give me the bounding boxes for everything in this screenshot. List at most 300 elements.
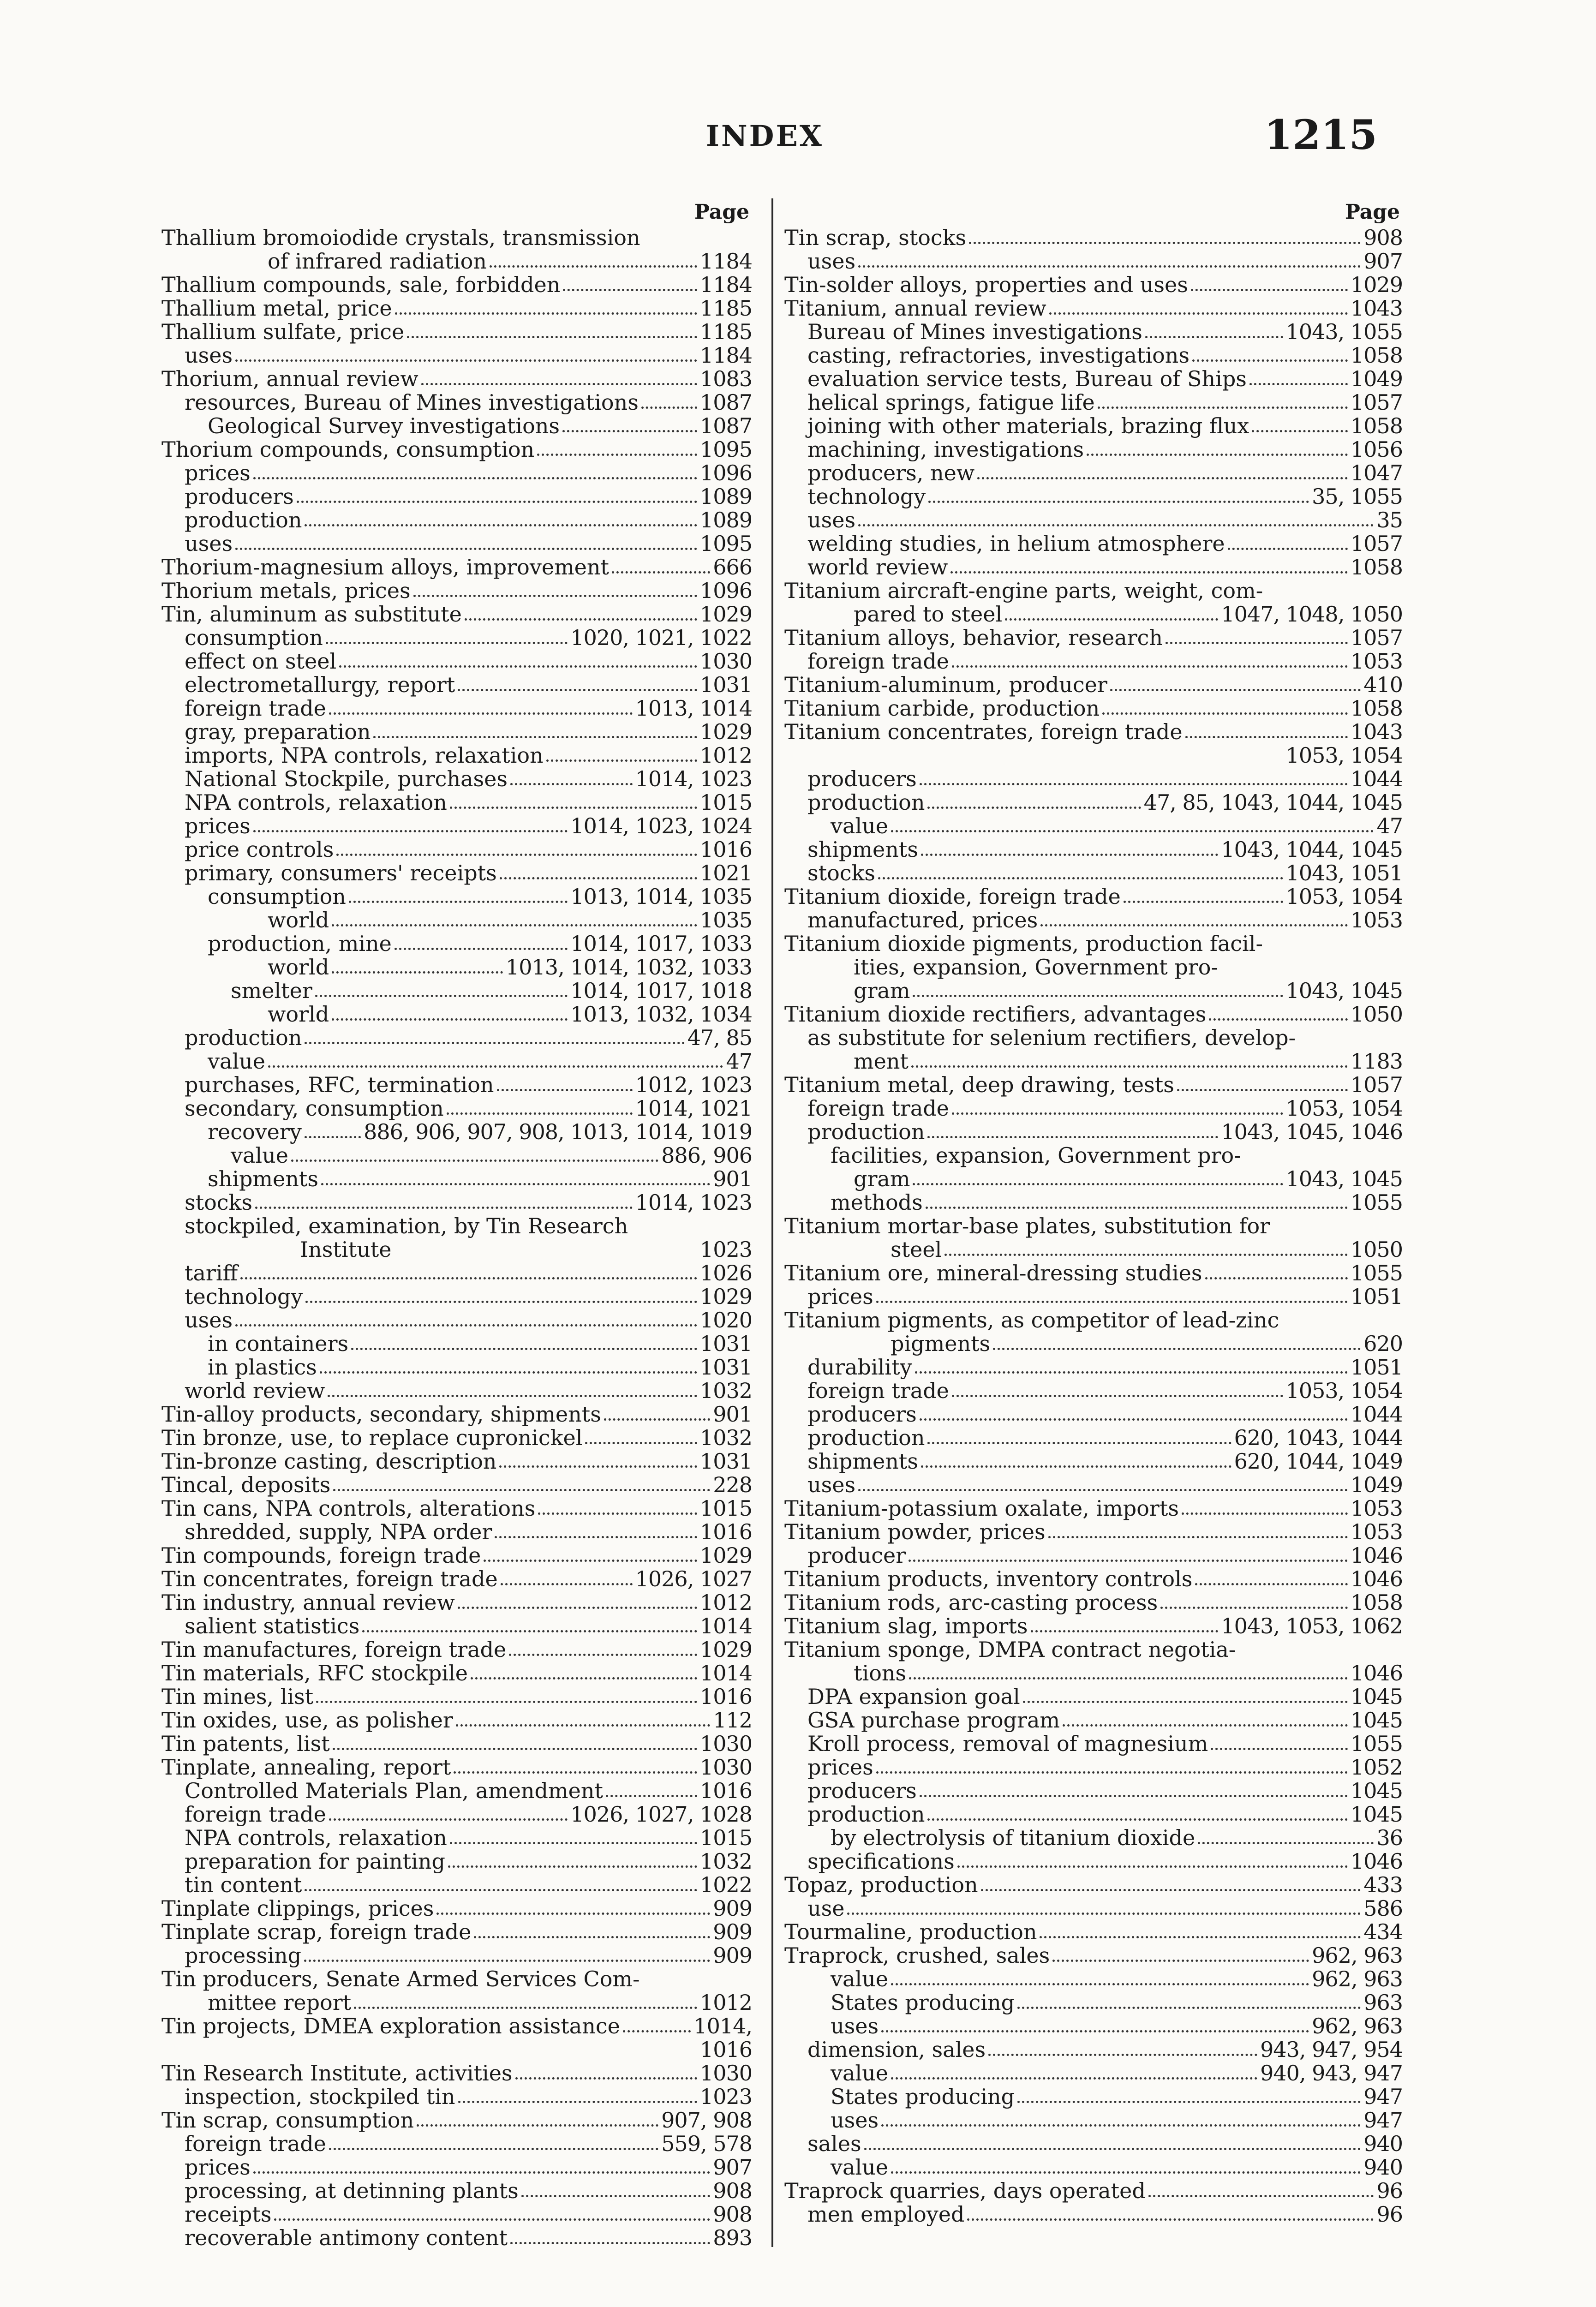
index-column-right — [784, 198, 1403, 2226]
entry-term: Thallium compounds, sale, forbidden — [161, 273, 561, 297]
entry-pages: 1022 — [699, 1873, 752, 1897]
dot-leader — [395, 307, 697, 315]
dot-leader — [921, 1460, 1231, 1468]
entry-pages: 1046 — [1350, 1662, 1403, 1685]
entry-term: value — [231, 1144, 288, 1167]
entry-term: stocks — [807, 861, 876, 885]
entry-pages: 666 — [713, 556, 752, 579]
dot-leader — [920, 777, 1348, 785]
index-entry — [784, 767, 1403, 791]
index-entry — [161, 2038, 752, 2062]
index-entry — [161, 767, 752, 791]
dot-leader — [913, 989, 1283, 997]
entry-pages: 962, 963 — [1312, 2014, 1403, 2038]
index-entry — [784, 1614, 1403, 1638]
entry-pages: 1046 — [1350, 1850, 1403, 1873]
index-entry — [161, 956, 752, 979]
dot-leader — [509, 1648, 697, 1656]
entry-term: Thorium metals, prices — [161, 579, 411, 603]
dot-leader — [501, 1578, 633, 1585]
index-entry — [161, 1050, 752, 1073]
index-entry — [161, 508, 752, 532]
dot-leader — [373, 730, 697, 738]
index-entry — [161, 1991, 752, 2014]
index-entry — [784, 1544, 1403, 1567]
index-entry — [161, 1167, 752, 1191]
index-entry — [784, 414, 1403, 438]
index-column-left — [161, 198, 752, 2250]
dot-leader — [909, 1554, 1348, 1562]
entry-pages: 1016 — [699, 2038, 752, 2062]
index-entry — [784, 1097, 1403, 1120]
dot-leader — [328, 1389, 697, 1397]
dot-leader — [454, 1766, 697, 1774]
index-entry — [161, 1214, 752, 1238]
entry-term: world — [268, 1003, 329, 1026]
running-title: INDEX — [706, 119, 824, 153]
entry-term: Tin industry, annual review — [161, 1591, 455, 1614]
entry-term: world — [268, 908, 329, 932]
dot-leader — [563, 283, 697, 291]
dot-leader — [448, 1860, 697, 1868]
index-entry — [784, 2109, 1403, 2132]
index-entry — [784, 438, 1403, 461]
entry-term: Tin patents, list — [161, 1732, 330, 1756]
entry-pages: 112 — [713, 1709, 752, 1732]
entry-term: Institute — [300, 1238, 392, 1261]
entry-term: world review — [185, 1379, 325, 1403]
dot-leader — [1228, 542, 1348, 550]
index-entry — [784, 697, 1403, 720]
index-entry — [784, 532, 1403, 556]
index-entry — [784, 1732, 1403, 1756]
entry-pages: 909 — [713, 1897, 752, 1920]
entry-pages: 1012 — [699, 744, 752, 767]
index-entry — [161, 1709, 752, 1732]
dot-leader — [920, 1413, 1348, 1421]
index-entry — [784, 1238, 1403, 1261]
dot-leader — [297, 495, 697, 503]
dot-leader — [537, 448, 697, 456]
dot-leader — [913, 1177, 1283, 1185]
dot-leader — [349, 895, 568, 903]
entry-term: preparation for painting — [185, 1850, 445, 1873]
entry-term: Titanium pigments, as competitor of lead-zinc — [784, 1309, 1279, 1332]
entry-term: Topaz, production — [784, 1873, 978, 1897]
dot-leader — [1052, 1954, 1309, 1962]
entry-term: foreign trade — [807, 650, 949, 673]
dot-leader — [891, 1978, 1309, 1985]
entry-pages: 1026, 1027 — [635, 1567, 752, 1591]
index-entry — [784, 485, 1403, 508]
entry-pages: 1030 — [699, 1756, 752, 1779]
entry-term: Controlled Materials Plan, amendment — [185, 1779, 603, 1803]
index-entry — [161, 1873, 752, 1897]
index-entry — [784, 1803, 1403, 1826]
entry-term: uses — [807, 508, 856, 532]
entry-pages: 1030 — [699, 1732, 752, 1756]
dot-leader — [329, 2142, 658, 2150]
dot-leader — [1249, 377, 1348, 385]
entry-term: Tin mines, list — [161, 1685, 314, 1709]
entry-term: Titanium concentrates, foreign trade — [784, 720, 1183, 744]
entry-term: effect on steel — [185, 650, 337, 673]
entry-term: Tin scrap, stocks — [784, 226, 967, 250]
dot-leader — [1195, 1578, 1348, 1585]
entry-pages: 1014 — [699, 1614, 752, 1638]
dot-leader — [304, 1954, 710, 1962]
entry-pages: 1015 — [699, 791, 752, 814]
entry-pages: 886, 906, 907, 908, 1013, 1014, 1019 — [364, 1120, 752, 1144]
entry-term: production — [807, 791, 925, 814]
index-entry — [784, 1497, 1403, 1520]
page-column-label: Page — [1345, 200, 1400, 224]
page-header — [0, 0, 1596, 185]
index-entry — [784, 1638, 1403, 1662]
entry-term: Tin-bronze casting, description — [161, 1450, 497, 1473]
entry-term: men employed — [807, 2203, 965, 2226]
entry-pages: 1013, 1032, 1034 — [570, 1003, 752, 1026]
index-entry — [784, 626, 1403, 650]
entry-term: facilities, expansion, Government pro- — [831, 1144, 1241, 1167]
entry-term: Titanium metal, deep drawing, tests — [784, 1073, 1174, 1097]
dot-leader — [235, 542, 697, 550]
entry-pages: 1029 — [699, 1285, 752, 1309]
dot-leader — [332, 919, 697, 926]
dot-leader — [490, 260, 697, 268]
index-entry — [161, 391, 752, 414]
entry-pages: 1045 — [1350, 1803, 1403, 1826]
entry-term: gram — [854, 979, 910, 1003]
index-entry — [784, 1309, 1403, 1332]
index-entry — [161, 1191, 752, 1214]
entry-pages: 1053 — [1350, 1520, 1403, 1544]
index-entry — [784, 1591, 1403, 1614]
entry-term: manufactured, prices — [807, 908, 1038, 932]
dot-leader — [458, 2095, 697, 2103]
index-entry — [161, 1685, 752, 1709]
index-entry — [161, 1473, 752, 1497]
dot-leader — [538, 1507, 697, 1515]
index-entry — [161, 579, 752, 603]
entry-term: consumption — [208, 885, 346, 908]
entry-pages: 1053 — [1350, 650, 1403, 673]
entry-term: Tin, aluminum as substitute — [161, 603, 462, 626]
dot-leader — [305, 1295, 697, 1303]
index-entry — [161, 344, 752, 367]
entry-pages: 1014, 1023, 1024 — [570, 814, 752, 838]
dot-leader — [362, 1625, 697, 1632]
entry-term: receipts — [185, 2203, 272, 2226]
dot-leader — [1040, 919, 1348, 926]
entry-pages: 410 — [1363, 673, 1403, 697]
entry-pages: 962, 963 — [1312, 1944, 1403, 1967]
dot-leader — [329, 1813, 568, 1821]
dot-leader — [921, 848, 1218, 856]
dot-leader — [336, 848, 697, 856]
dot-leader — [253, 825, 568, 832]
dot-leader — [878, 872, 1283, 879]
dot-leader — [1023, 1695, 1348, 1703]
page-number: 1215 — [1264, 111, 1377, 159]
entry-term: producers, new — [807, 461, 975, 485]
entry-term: smelter — [231, 979, 312, 1003]
entry-pages: 1015 — [699, 1497, 752, 1520]
entry-pages: 1046 — [1350, 1567, 1403, 1591]
entry-term: use — [807, 1897, 845, 1920]
entry-term: prices — [185, 461, 251, 485]
entry-pages: 1043 — [1350, 297, 1403, 320]
dot-leader — [333, 1742, 697, 1750]
entry-pages: 1023 — [699, 1238, 752, 1261]
dot-leader — [510, 2236, 710, 2244]
index-entry — [161, 885, 752, 908]
entry-pages: 1057 — [1350, 532, 1403, 556]
index-entry — [784, 2038, 1403, 2062]
entry-term: Tin manufactures, foreign trade — [161, 1638, 507, 1662]
dot-leader — [1191, 283, 1348, 291]
dot-leader — [321, 1177, 710, 1185]
entry-pages: 1045 — [1350, 1709, 1403, 1732]
dot-leader — [436, 1907, 710, 1915]
entry-pages: 1014, 1021 — [635, 1097, 752, 1120]
entry-term: Titanium powder, prices — [784, 1520, 1046, 1544]
entry-pages: 1043 — [1350, 720, 1403, 744]
index-entry — [784, 461, 1403, 485]
entry-term: machining, investigations — [807, 438, 1084, 461]
index-entry — [161, 1591, 752, 1614]
index-entry — [784, 1003, 1403, 1026]
entry-pages: 620, 1043, 1044 — [1234, 1426, 1403, 1450]
index-entry — [161, 320, 752, 344]
dot-leader — [450, 801, 697, 809]
index-entry — [161, 2109, 752, 2132]
index-entry — [161, 1850, 752, 1873]
dot-leader — [585, 1436, 697, 1444]
dot-leader — [1098, 401, 1348, 409]
entry-term: Thallium bromoiodide crystals, transmission — [161, 226, 640, 250]
entry-pages: 909 — [713, 1944, 752, 1967]
index-entry — [784, 344, 1403, 367]
entry-pages: 96 — [1376, 2179, 1403, 2203]
entry-pages: 1089 — [699, 485, 752, 508]
index-entry — [784, 1073, 1403, 1097]
dot-leader — [981, 1883, 1361, 1891]
entry-term: welding studies, in helium atmosphere — [807, 532, 1225, 556]
entry-pages: 1020 — [699, 1309, 752, 1332]
entry-pages: 1045 — [1350, 1779, 1403, 1803]
dot-leader — [339, 660, 697, 668]
entry-term: primary, consumers' receipts — [185, 861, 497, 885]
dot-leader — [305, 1036, 684, 1044]
entry-pages: 1050 — [1350, 1238, 1403, 1261]
dot-leader — [606, 1789, 697, 1797]
dot-leader — [944, 1248, 1348, 1256]
dot-leader — [1040, 1930, 1361, 1938]
dot-leader — [1205, 1272, 1348, 1279]
entry-term: Titanium alloys, behavior, research — [784, 626, 1163, 650]
dot-leader — [1209, 1013, 1348, 1021]
entry-pages: 1053, 1054 — [1285, 744, 1403, 767]
index-entry — [784, 1332, 1403, 1356]
entry-term: Tin Research Institute, activities — [161, 2062, 513, 2085]
entry-term: Titanium aircraft-engine parts, weight, com- — [784, 579, 1263, 603]
dot-leader — [235, 354, 697, 362]
entry-term: imports, NPA controls, relaxation — [185, 744, 544, 767]
dot-leader — [333, 1483, 710, 1491]
index-entry — [784, 885, 1403, 908]
entry-term: ities, expansion, Government pro- — [854, 956, 1219, 979]
entry-term: in containers — [208, 1332, 349, 1356]
dot-leader — [876, 1295, 1348, 1303]
index-entry — [161, 414, 752, 438]
index-entry — [161, 1497, 752, 1520]
index-entry — [784, 320, 1403, 344]
dot-leader — [291, 1154, 658, 1162]
entry-pages: 1014, 1017, 1033 — [570, 932, 752, 956]
entry-term: Tin oxides, use, as polisher — [161, 1709, 453, 1732]
entry-pages: 1016 — [699, 1520, 752, 1544]
entry-pages: 434 — [1363, 1920, 1403, 1944]
entry-pages: 940 — [1363, 2156, 1403, 2179]
entry-term: Tin-alloy products, secondary, shipments — [161, 1403, 601, 1426]
dot-leader — [471, 1672, 697, 1679]
entry-pages: 1043, 1053, 1062 — [1221, 1614, 1403, 1638]
index-entry — [784, 1473, 1403, 1497]
index-entry — [784, 1779, 1403, 1803]
entry-pages: 620 — [1363, 1332, 1403, 1356]
entry-pages: 908 — [1363, 226, 1403, 250]
index-entry — [784, 226, 1403, 250]
entry-term: National Stockpile, purchases — [185, 767, 508, 791]
dot-leader — [1049, 307, 1348, 315]
index-entry — [161, 2132, 752, 2156]
index-entry — [161, 2085, 752, 2109]
dot-leader — [458, 683, 697, 691]
entry-term: Tin projects, DMEA exploration assistance — [161, 2014, 620, 2038]
dot-leader — [255, 1201, 633, 1209]
entry-pages: 1029 — [1350, 273, 1403, 297]
entry-term: purchases, RFC, termination — [185, 1073, 494, 1097]
entry-term: producer — [807, 1544, 906, 1567]
entry-pages: 1014, 1023 — [635, 1191, 752, 1214]
dot-leader — [1185, 730, 1348, 738]
index-entry — [161, 1779, 752, 1803]
index-entry — [161, 273, 752, 297]
entry-pages: 893 — [713, 2226, 752, 2250]
entry-pages: 1026 — [699, 1261, 752, 1285]
index-entry — [161, 1520, 752, 1544]
index-entry — [784, 1026, 1403, 1050]
dot-leader — [413, 589, 697, 597]
entry-term: production — [185, 1026, 302, 1050]
entry-pages: 1183 — [1350, 1050, 1403, 1073]
dot-leader — [612, 566, 710, 574]
entry-term: Titanium slag, imports — [784, 1614, 1028, 1638]
index-entry — [784, 1214, 1403, 1238]
entry-pages: 36 — [1376, 1826, 1403, 1850]
entry-term: Thorium-magnesium alloys, improvement — [161, 556, 610, 579]
entry-term: in plastics — [208, 1356, 317, 1379]
entry-term: Kroll process, removal of magnesium — [807, 1732, 1208, 1756]
entry-term: sales — [807, 2132, 861, 2156]
dot-leader — [920, 1789, 1348, 1797]
entry-term: production — [185, 508, 302, 532]
index-entry — [784, 603, 1403, 626]
dot-leader — [911, 1060, 1348, 1068]
dot-leader — [952, 660, 1348, 668]
dot-leader — [495, 1530, 697, 1538]
index-entry — [161, 814, 752, 838]
entry-term: specifications — [807, 1850, 955, 1873]
entry-pages: 47 — [1376, 814, 1403, 838]
entry-term: production — [807, 1426, 925, 1450]
dot-leader — [1087, 448, 1348, 456]
entry-pages: 1055 — [1350, 1191, 1403, 1214]
index-entry — [784, 744, 1403, 767]
entry-term: foreign trade — [807, 1379, 949, 1403]
index-entry — [784, 1709, 1403, 1732]
entry-pages: 586 — [1363, 1897, 1403, 1920]
entry-term: Tin scrap, consumption — [161, 2109, 414, 2132]
entry-term: electrometallurgy, report — [185, 673, 455, 697]
entry-term: DPA expansion goal — [807, 1685, 1020, 1709]
dot-leader — [515, 2072, 697, 2080]
entry-term: helical springs, fatigue life — [807, 391, 1095, 414]
entry-term: Thorium compounds, consumption — [161, 438, 535, 461]
entry-pages: 1095 — [699, 438, 752, 461]
entry-term: as substitute for selenium rectifiers, develop- — [807, 1026, 1296, 1050]
dot-leader — [1198, 1836, 1374, 1844]
dot-leader — [927, 1436, 1231, 1444]
entry-term: prices — [185, 814, 251, 838]
entry-term: production, mine — [208, 932, 392, 956]
dot-leader — [562, 424, 697, 432]
entry-pages: 909 — [713, 1920, 752, 1944]
entry-term: Titanium dioxide rectifiers, advantages — [784, 1003, 1207, 1026]
entry-pages: 1049 — [1350, 1473, 1403, 1497]
index-entry — [161, 1897, 752, 1920]
dot-leader — [316, 1695, 697, 1703]
entry-pages: 1055 — [1350, 1261, 1403, 1285]
entry-pages: 1045 — [1350, 1685, 1403, 1709]
entry-term: prices — [807, 1285, 873, 1309]
dot-leader — [1017, 2095, 1361, 2103]
dot-leader — [456, 1719, 710, 1727]
index-entry — [784, 1520, 1403, 1544]
dot-leader — [1177, 1083, 1348, 1091]
index-entry — [784, 508, 1403, 532]
index-entry — [161, 908, 752, 932]
dot-leader — [326, 636, 568, 644]
index-entry — [161, 556, 752, 579]
index-entry — [784, 2062, 1403, 2085]
index-entry — [161, 720, 752, 744]
index-entries-right — [784, 226, 1403, 2226]
dot-leader — [915, 1366, 1348, 1374]
entry-term: shipments — [807, 838, 918, 861]
dot-leader — [500, 872, 697, 879]
index-entry — [784, 1685, 1403, 1709]
index-entry — [784, 1144, 1403, 1167]
index-entry — [784, 1356, 1403, 1379]
index-entry — [784, 1850, 1403, 1873]
entry-pages: 1058 — [1350, 1591, 1403, 1614]
entry-term: States producing — [831, 1991, 1015, 2014]
index-entry — [784, 1191, 1403, 1214]
entry-term: processing, at detinning plants — [185, 2179, 519, 2203]
entry-pages: 1095 — [699, 532, 752, 556]
